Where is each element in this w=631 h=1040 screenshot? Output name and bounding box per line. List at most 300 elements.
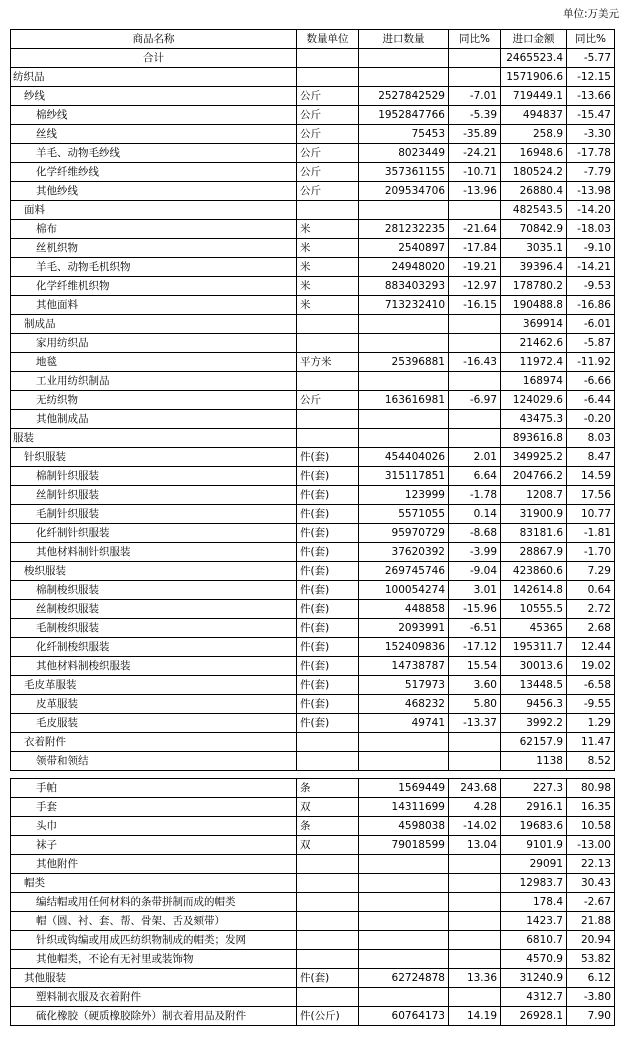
table-row xyxy=(11,182,615,201)
cell-amount-yoy: -1.70 xyxy=(567,543,615,562)
table-row xyxy=(11,817,615,836)
cell-qty: 2093991 xyxy=(359,619,449,638)
cell-name: 其他材料制针织服装 xyxy=(11,543,297,562)
cell-amount-yoy: 22.13 xyxy=(567,855,615,874)
cell-qty: 24948020 xyxy=(359,258,449,277)
cell-qty: 315117851 xyxy=(359,467,449,486)
cell-name: 化学纤维纱线 xyxy=(11,163,297,182)
cell-qty-yoy: 5.80 xyxy=(449,695,501,714)
table-row xyxy=(11,543,615,562)
cell-qty: 209534706 xyxy=(359,182,449,201)
cell-amount: 31240.9 xyxy=(501,969,567,988)
cell-amount-yoy: -6.01 xyxy=(567,315,615,334)
cell-amount-yoy: 10.58 xyxy=(567,817,615,836)
cell-qty xyxy=(359,950,449,969)
header-amount: 进口金额 xyxy=(501,30,567,49)
cell-qty-yoy: -35.89 xyxy=(449,125,501,144)
cell-amount: 1423.7 xyxy=(501,912,567,931)
cell-amount: 9101.9 xyxy=(501,836,567,855)
cell-amount: 190488.8 xyxy=(501,296,567,315)
table-row xyxy=(11,106,615,125)
cell-qty xyxy=(359,874,449,893)
cell-name: 棉布 xyxy=(11,220,297,239)
cell-qty: 883403293 xyxy=(359,277,449,296)
cell-qty: 25396881 xyxy=(359,353,449,372)
cell-qty-yoy: 13.36 xyxy=(449,969,501,988)
cell-name: 其他帽类，不论有无衬里或装饰物 xyxy=(11,950,297,969)
cell-name: 纺织品 xyxy=(11,68,297,87)
cell-amount: 168974 xyxy=(501,372,567,391)
cell-amount: 28867.9 xyxy=(501,543,567,562)
table-row xyxy=(11,600,615,619)
cell-qty xyxy=(359,893,449,912)
cell-name: 毛制针织服装 xyxy=(11,505,297,524)
cell-qty-yoy: -17.84 xyxy=(449,239,501,258)
cell-amount: 4570.9 xyxy=(501,950,567,969)
table-row xyxy=(11,988,615,1007)
cell-unit: 件(套) xyxy=(297,562,359,581)
cell-name: 地毯 xyxy=(11,353,297,372)
table-row xyxy=(11,163,615,182)
cell-unit xyxy=(297,874,359,893)
cell-qty: 448858 xyxy=(359,600,449,619)
cell-unit xyxy=(297,988,359,1007)
cell-unit: 米 xyxy=(297,296,359,315)
cell-unit: 件(套) xyxy=(297,448,359,467)
cell-amount: 9456.3 xyxy=(501,695,567,714)
cell-unit xyxy=(297,912,359,931)
cell-unit: 双 xyxy=(297,836,359,855)
cell-name: 皮革服装 xyxy=(11,695,297,714)
cell-qty: 4598038 xyxy=(359,817,449,836)
import-table-bottom xyxy=(10,778,615,1026)
cell-amount-yoy: -13.00 xyxy=(567,836,615,855)
cell-qty xyxy=(359,410,449,429)
cell-qty: 75453 xyxy=(359,125,449,144)
cell-qty: 100054274 xyxy=(359,581,449,600)
table-body-top xyxy=(11,49,615,771)
cell-qty-yoy: -9.04 xyxy=(449,562,501,581)
cell-unit: 米 xyxy=(297,277,359,296)
cell-amount-yoy: -3.80 xyxy=(567,988,615,1007)
cell-qty-yoy: -10.71 xyxy=(449,163,501,182)
cell-amount: 21462.6 xyxy=(501,334,567,353)
table-row xyxy=(11,429,615,448)
cell-amount: 178.4 xyxy=(501,893,567,912)
cell-amount-yoy: -9.10 xyxy=(567,239,615,258)
cell-amount-yoy: 8.47 xyxy=(567,448,615,467)
cell-unit xyxy=(297,372,359,391)
cell-amount: 39396.4 xyxy=(501,258,567,277)
cell-qty: 2527842529 xyxy=(359,87,449,106)
table-row xyxy=(11,68,615,87)
cell-qty-yoy xyxy=(449,201,501,220)
cell-amount-yoy: 0.64 xyxy=(567,581,615,600)
cell-amount-yoy: -15.47 xyxy=(567,106,615,125)
cell-unit: 公斤 xyxy=(297,125,359,144)
cell-amount: 2465523.4 xyxy=(501,49,567,68)
table-row xyxy=(11,87,615,106)
cell-name: 服装 xyxy=(11,429,297,448)
cell-amount-yoy: 7.29 xyxy=(567,562,615,581)
cell-qty xyxy=(359,429,449,448)
table-row xyxy=(11,220,615,239)
table-row xyxy=(11,505,615,524)
cell-unit: 件(套) xyxy=(297,543,359,562)
cell-unit: 条 xyxy=(297,779,359,798)
cell-qty-yoy xyxy=(449,410,501,429)
cell-amount: 349925.2 xyxy=(501,448,567,467)
cell-name: 其他制成品 xyxy=(11,410,297,429)
cell-amount: 70842.9 xyxy=(501,220,567,239)
cell-amount: 4312.7 xyxy=(501,988,567,1007)
cell-qty-yoy xyxy=(449,855,501,874)
header-unit: 数量单位 xyxy=(297,30,359,49)
cell-amount: 178780.2 xyxy=(501,277,567,296)
cell-name: 丝制针织服装 xyxy=(11,486,297,505)
cell-qty-yoy xyxy=(449,988,501,1007)
table-row xyxy=(11,410,615,429)
cell-amount: 43475.3 xyxy=(501,410,567,429)
cell-amount-yoy: -18.03 xyxy=(567,220,615,239)
cell-unit: 件(套) xyxy=(297,657,359,676)
cell-name: 其他纱线 xyxy=(11,182,297,201)
cell-qty-yoy xyxy=(449,931,501,950)
cell-amount: 2916.1 xyxy=(501,798,567,817)
cell-qty: 14311699 xyxy=(359,798,449,817)
cell-name: 丝线 xyxy=(11,125,297,144)
cell-qty-yoy: -21.64 xyxy=(449,220,501,239)
cell-qty-yoy: -1.78 xyxy=(449,486,501,505)
cell-unit xyxy=(297,334,359,353)
cell-unit xyxy=(297,893,359,912)
cell-qty: 269745746 xyxy=(359,562,449,581)
cell-amount: 10555.5 xyxy=(501,600,567,619)
cell-name: 针织服装 xyxy=(11,448,297,467)
cell-amount: 31900.9 xyxy=(501,505,567,524)
cell-name: 羊毛、动物毛纱线 xyxy=(11,144,297,163)
cell-qty: 49741 xyxy=(359,714,449,733)
cell-unit xyxy=(297,950,359,969)
cell-qty: 1952847766 xyxy=(359,106,449,125)
cell-amount-yoy: 8.03 xyxy=(567,429,615,448)
table-row xyxy=(11,258,615,277)
cell-name: 毛制梭织服装 xyxy=(11,619,297,638)
cell-unit: 公斤 xyxy=(297,391,359,410)
cell-amount-yoy: 8.52 xyxy=(567,752,615,771)
table-row xyxy=(11,144,615,163)
cell-amount-yoy: -7.79 xyxy=(567,163,615,182)
cell-unit: 平方米 xyxy=(297,353,359,372)
cell-amount: 893616.8 xyxy=(501,429,567,448)
cell-amount: 3035.1 xyxy=(501,239,567,258)
cell-amount: 6810.7 xyxy=(501,931,567,950)
cell-qty-yoy: 6.64 xyxy=(449,467,501,486)
cell-unit: 公斤 xyxy=(297,144,359,163)
cell-qty-yoy: -8.68 xyxy=(449,524,501,543)
table-row xyxy=(11,695,615,714)
cell-unit: 件(套) xyxy=(297,638,359,657)
table-row xyxy=(11,969,615,988)
cell-amount-yoy: -13.98 xyxy=(567,182,615,201)
cell-name: 其他材料制梭织服装 xyxy=(11,657,297,676)
cell-qty-yoy xyxy=(449,334,501,353)
cell-amount: 258.9 xyxy=(501,125,567,144)
cell-amount-yoy: 2.72 xyxy=(567,600,615,619)
cell-qty-yoy: 14.19 xyxy=(449,1007,501,1026)
cell-amount-yoy: 80.98 xyxy=(567,779,615,798)
cell-amount-yoy: 7.90 xyxy=(567,1007,615,1026)
cell-name: 面料 xyxy=(11,201,297,220)
cell-name: 其他服装 xyxy=(11,969,297,988)
cell-qty-yoy: 15.54 xyxy=(449,657,501,676)
cell-unit xyxy=(297,315,359,334)
cell-name: 丝机织物 xyxy=(11,239,297,258)
cell-name: 棉制针织服装 xyxy=(11,467,297,486)
cell-amount-yoy: 12.44 xyxy=(567,638,615,657)
cell-amount: 62157.9 xyxy=(501,733,567,752)
cell-qty: 152409836 xyxy=(359,638,449,657)
cell-qty: 79018599 xyxy=(359,836,449,855)
cell-unit: 米 xyxy=(297,258,359,277)
cell-qty-yoy: -6.97 xyxy=(449,391,501,410)
table-row xyxy=(11,836,615,855)
cell-qty-yoy: -16.43 xyxy=(449,353,501,372)
cell-name: 制成品 xyxy=(11,315,297,334)
cell-name: 丝制梭织服装 xyxy=(11,600,297,619)
table-row xyxy=(11,619,615,638)
cell-unit: 件(套) xyxy=(297,600,359,619)
unit-note: 单位:万美元 xyxy=(562,8,619,20)
cell-name: 领带和领结 xyxy=(11,752,297,771)
table-row xyxy=(11,581,615,600)
table-body-bottom xyxy=(11,779,615,1026)
cell-name: 棉纱线 xyxy=(11,106,297,125)
cell-amount: 1138 xyxy=(501,752,567,771)
cell-amount: 719449.1 xyxy=(501,87,567,106)
cell-qty-yoy: -16.15 xyxy=(449,296,501,315)
cell-unit xyxy=(297,410,359,429)
cell-name: 手帕 xyxy=(11,779,297,798)
cell-name: 毛皮服装 xyxy=(11,714,297,733)
cell-name: 无纺织物 xyxy=(11,391,297,410)
table-row xyxy=(11,931,615,950)
cell-name: 家用纺织品 xyxy=(11,334,297,353)
cell-qty: 5571055 xyxy=(359,505,449,524)
cell-qty xyxy=(359,68,449,87)
cell-qty-yoy: -13.37 xyxy=(449,714,501,733)
table-row xyxy=(11,676,615,695)
table-row xyxy=(11,657,615,676)
cell-amount-yoy: 53.82 xyxy=(567,950,615,969)
cell-qty-yoy: 3.01 xyxy=(449,581,501,600)
cell-qty xyxy=(359,752,449,771)
cell-unit: 双 xyxy=(297,798,359,817)
table-row xyxy=(11,201,615,220)
table-row xyxy=(11,912,615,931)
cell-unit: 米 xyxy=(297,220,359,239)
cell-name: 羊毛、动物毛机织物 xyxy=(11,258,297,277)
table-row xyxy=(11,874,615,893)
cell-amount-yoy: 30.43 xyxy=(567,874,615,893)
cell-qty xyxy=(359,201,449,220)
cell-amount-yoy: -12.15 xyxy=(567,68,615,87)
table-row xyxy=(11,733,615,752)
cell-unit xyxy=(297,429,359,448)
cell-name: 头巾 xyxy=(11,817,297,836)
cell-name: 针织或钩编或用成匹纺织物制成的帽类；发网 xyxy=(11,931,297,950)
cell-unit: 件(套) xyxy=(297,714,359,733)
cell-amount: 83181.6 xyxy=(501,524,567,543)
table-row xyxy=(11,353,615,372)
cell-amount-yoy: -0.20 xyxy=(567,410,615,429)
cell-unit: 公斤 xyxy=(297,182,359,201)
cell-qty-yoy xyxy=(449,68,501,87)
table-row xyxy=(11,638,615,657)
cell-amount-yoy: 10.77 xyxy=(567,505,615,524)
cell-amount: 11972.4 xyxy=(501,353,567,372)
cell-qty-yoy: 0.14 xyxy=(449,505,501,524)
cell-qty xyxy=(359,733,449,752)
cell-name: 毛皮革服装 xyxy=(11,676,297,695)
cell-qty-yoy xyxy=(449,752,501,771)
cell-qty: 14738787 xyxy=(359,657,449,676)
cell-amount-yoy: 17.56 xyxy=(567,486,615,505)
cell-unit: 件(套) xyxy=(297,581,359,600)
cell-qty xyxy=(359,988,449,1007)
cell-amount-yoy: -1.81 xyxy=(567,524,615,543)
cell-qty-yoy: -19.21 xyxy=(449,258,501,277)
cell-amount: 12983.7 xyxy=(501,874,567,893)
cell-amount-yoy: -13.66 xyxy=(567,87,615,106)
cell-unit: 件(套) xyxy=(297,695,359,714)
import-table-top xyxy=(10,29,615,771)
cell-amount: 29091 xyxy=(501,855,567,874)
cell-amount: 423860.6 xyxy=(501,562,567,581)
cell-amount-yoy: -6.58 xyxy=(567,676,615,695)
cell-amount-yoy: 11.47 xyxy=(567,733,615,752)
cell-amount: 13448.5 xyxy=(501,676,567,695)
cell-qty: 62724878 xyxy=(359,969,449,988)
cell-amount-yoy: 14.59 xyxy=(567,467,615,486)
cell-qty-yoy: -5.39 xyxy=(449,106,501,125)
table-row xyxy=(11,714,615,733)
cell-amount: 195311.7 xyxy=(501,638,567,657)
cell-qty xyxy=(359,315,449,334)
cell-unit: 条 xyxy=(297,817,359,836)
table-row xyxy=(11,372,615,391)
cell-amount-yoy: -6.66 xyxy=(567,372,615,391)
cell-qty-yoy: -14.02 xyxy=(449,817,501,836)
cell-amount-yoy: -6.44 xyxy=(567,391,615,410)
cell-qty xyxy=(359,912,449,931)
cell-amount-yoy: -17.78 xyxy=(567,144,615,163)
cell-unit: 件(套) xyxy=(297,619,359,638)
cell-qty: 517973 xyxy=(359,676,449,695)
cell-qty-yoy xyxy=(449,372,501,391)
table-row xyxy=(11,893,615,912)
table-row xyxy=(11,239,615,258)
cell-qty-yoy: -17.12 xyxy=(449,638,501,657)
cell-qty-yoy: 13.04 xyxy=(449,836,501,855)
cell-amount-yoy: 19.02 xyxy=(567,657,615,676)
cell-name: 帽（圆、衬、套、帮、骨架、舌及颏带） xyxy=(11,912,297,931)
cell-qty: 123999 xyxy=(359,486,449,505)
cell-qty xyxy=(359,49,449,68)
cell-name: 塑料制衣服及衣着附件 xyxy=(11,988,297,1007)
cell-qty-yoy: -13.96 xyxy=(449,182,501,201)
cell-qty xyxy=(359,372,449,391)
cell-amount-yoy: -3.30 xyxy=(567,125,615,144)
cell-unit xyxy=(297,68,359,87)
cell-qty-yoy: 243.68 xyxy=(449,779,501,798)
cell-amount: 180524.2 xyxy=(501,163,567,182)
cell-unit: 公斤 xyxy=(297,163,359,182)
cell-unit xyxy=(297,931,359,950)
cell-amount-yoy: -5.87 xyxy=(567,334,615,353)
cell-qty-yoy: -7.01 xyxy=(449,87,501,106)
cell-qty-yoy xyxy=(449,49,501,68)
cell-qty: 8023449 xyxy=(359,144,449,163)
cell-qty: 2540897 xyxy=(359,239,449,258)
cell-qty xyxy=(359,855,449,874)
table-row xyxy=(11,524,615,543)
cell-name: 衣着附件 xyxy=(11,733,297,752)
cell-name: 纱线 xyxy=(11,87,297,106)
cell-qty-yoy xyxy=(449,315,501,334)
cell-amount: 142614.8 xyxy=(501,581,567,600)
table-row xyxy=(11,950,615,969)
table-row xyxy=(11,855,615,874)
table-row xyxy=(11,562,615,581)
cell-qty: 713232410 xyxy=(359,296,449,315)
cell-qty-yoy: 2.01 xyxy=(449,448,501,467)
table-row xyxy=(11,125,615,144)
cell-name: 化纤制梭织服装 xyxy=(11,638,297,657)
cell-qty-yoy xyxy=(449,950,501,969)
header-amount-yoy: 同比% xyxy=(567,30,615,49)
cell-name: 编结帽或用任何材料的条带拼制而成的帽类 xyxy=(11,893,297,912)
cell-unit xyxy=(297,855,359,874)
cell-qty: 281232235 xyxy=(359,220,449,239)
cell-unit: 件(套) xyxy=(297,467,359,486)
table-row xyxy=(11,277,615,296)
table-row xyxy=(11,315,615,334)
cell-amount-yoy: 2.68 xyxy=(567,619,615,638)
cell-amount: 16948.6 xyxy=(501,144,567,163)
cell-qty xyxy=(359,931,449,950)
cell-qty-yoy: -15.96 xyxy=(449,600,501,619)
cell-unit: 件(套) xyxy=(297,969,359,988)
cell-amount-yoy: 6.12 xyxy=(567,969,615,988)
cell-name: 合计 xyxy=(11,49,297,68)
cell-amount-yoy: 1.29 xyxy=(567,714,615,733)
cell-amount: 227.3 xyxy=(501,779,567,798)
cell-qty-yoy xyxy=(449,912,501,931)
cell-amount-yoy: -9.53 xyxy=(567,277,615,296)
header-name: 商品名称 xyxy=(11,30,297,49)
cell-qty-yoy: 3.60 xyxy=(449,676,501,695)
cell-qty: 454404026 xyxy=(359,448,449,467)
cell-name: 化学纤维机织物 xyxy=(11,277,297,296)
cell-name: 硫化橡胶（硬质橡胶除外）制衣着用品及附件 xyxy=(11,1007,297,1026)
cell-amount: 26880.4 xyxy=(501,182,567,201)
cell-amount: 494837 xyxy=(501,106,567,125)
cell-unit: 件(套) xyxy=(297,505,359,524)
table-row xyxy=(11,752,615,771)
cell-name: 袜子 xyxy=(11,836,297,855)
cell-qty: 468232 xyxy=(359,695,449,714)
